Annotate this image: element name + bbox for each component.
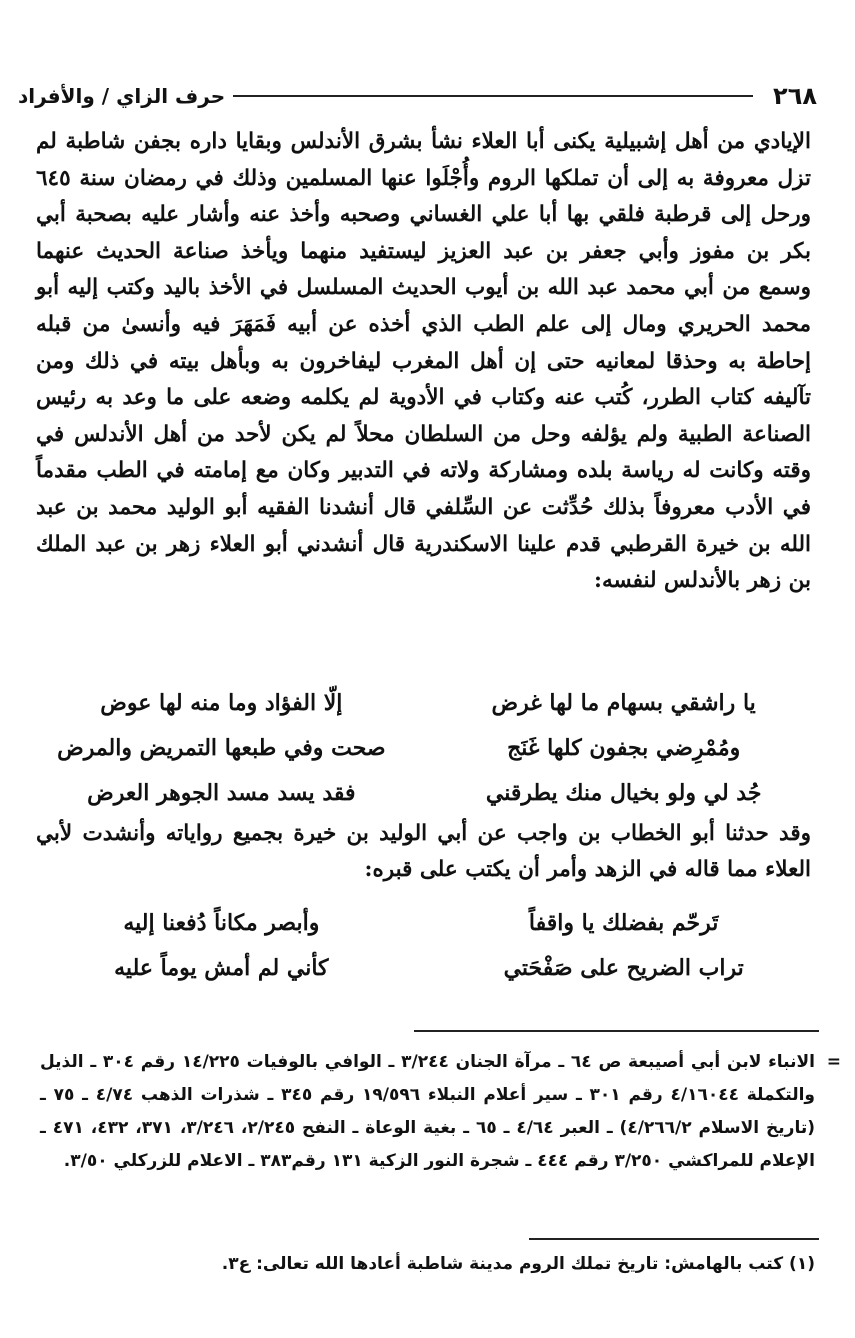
- verse-first-hemistich: يا راشقي بسهام ما لها غرض: [491, 689, 756, 716]
- paragraph-2: وقد حدثنا أبو الخطاب بن واجب عن أبي الوليد بن خيرة بجميع رواياته وأنشدت لأبي العلاء مما قاله في الزهد وأمر أن يكتب على قبره:: [36, 821, 811, 882]
- verse-first-hemistich: تَرحّم بفضلك يا واقفاً: [528, 909, 719, 936]
- poem-2: [50, 900, 795, 990]
- middle-text: [36, 816, 811, 888]
- footnote-rule: [529, 1238, 819, 1240]
- references-rule: [414, 1030, 819, 1032]
- page-header: [18, 76, 817, 116]
- page-number: ٢٦٨: [773, 82, 817, 110]
- footnote: (١) كتب بالهامش: تاريخ تملك الروم مدينة شاطبة أعادها الله تعالى: ع٣.: [221, 1254, 815, 1274]
- paragraph-1: الإيادي من أهل إشبيلية يكنى أبا العلاء نشأ بشرق الأندلس وبقايا داره بجفن شاطبة لم تزل معروفة به إلى أن تملكها الروم وأُجْلَوا عنها المسلمين وذلك في رمضان سنة ٦٤٥ ورحل إلى قرطبة فلقي بها أبا علي الغساني وصحبه وأخذ عنه وأشار عليه بصحبة أبي بكر بن مفوز وأبي جعفر بن عبد العزيز ليستفيد منهما ويأخذ صناعة الحديث عنهما وسمع من أبي محمد عبد الله بن أيوب الحديث المسلسل في الأخذ باليد وكتب إليه أبو محمد الحريري ومال إلى علم الطب الذي أخذه عن أبيه فَمَهَرَ فيه وأنسىٰ من قبله إحاطة به وحذقا لمعانيه حتى إن أهل المغرب ليفاخرون به وبأهل بيته في ذلك ومن تآليفه كتاب الطرر، كُتب عنه وكتاب في الأدوية لم يكلمه وضعه على ما وعد به رئيس الصناعة الطبية ولم يؤلفه وحل من السلطان محلاً لم يكن لأحد من أهل الأندلس في وقته وكانت له رياسة بلده ومشاركة ولاته في التدبير وكان مع إمامته في الطب مقدماً في الأدب معروفاً بذلك حُدِّثت عن السِّلفي قال أنشدنا الفقيه أبو الوليد محمد بن عبد الله بن خيرة القرطبي قدم علينا الاسكندرية قال أنشدني أبو العلاء زهر بن عبد الملك بن زهر بالأندلس لنفسه:: [36, 129, 811, 594]
- verse-second-hemistich: فقد يسد مسد الجوهر العرض: [87, 779, 356, 806]
- references-marker: =: [826, 1052, 841, 1072]
- verse-second-hemistich: وأبصر مكاناً دُفعنا إليه: [123, 909, 320, 936]
- verse-second-hemistich: إلّا الفؤاد وما منه لها عوض: [100, 689, 343, 716]
- poem-1-verse-1: [50, 680, 795, 725]
- references-block: [40, 1046, 841, 1178]
- poem-2-verse-2: [50, 945, 795, 990]
- poem-1-verse-2: [50, 725, 795, 770]
- verse-first-hemistich: ومُمْرِضي بجفون كلها غَنَج: [507, 734, 741, 761]
- poem-1-verse-3: [50, 770, 795, 815]
- running-title: حرف الزاي / والأفراد: [18, 84, 226, 108]
- verse-second-hemistich: صحت وفي طبعها التمريض والمرض: [57, 734, 386, 761]
- poem-1: [50, 680, 795, 815]
- verse-second-hemistich: كأني لم أمش يوماً عليه: [114, 954, 329, 981]
- poem-2-verse-1: [50, 900, 795, 945]
- verse-first-hemistich: جُد لي ولو بخيال منك يطرقني: [485, 779, 762, 806]
- verse-first-hemistich: تراب الضريح على صَفْحَتي: [503, 954, 744, 981]
- main-text: [36, 124, 811, 600]
- header-rule: [233, 95, 753, 97]
- references-text: الانباء لابن أبي أصيبعة ص ٦٤ ـ مرآة الجنان ٣/٢٤٤ ـ الوافي بالوفيات ١٤/٢٢٥ رقم ٣٠٤ ـ الذيل والتكملة ٤/١٦٠٤٤ رقم ٣٠١ ـ سير أعلام النبلاء ١٩/٥٩٦ رقم ٣٤٥ ـ شذرات الذهب ٤/٧٤ ـ ٧٥ ـ (تاريخ الاسلام ٤/٢٦٦/٢) ـ العبر ٤/٦٤ ـ ٦٥ ـ بغية الوعاة ـ النفح ٢/٢٤٥، ٣/٢٤٦، ٣٧١، ٤٣٢، ٤٧١ ـ الإعلام للمراكشي ٣/٢٥٠ رقم ٤٤٤ ـ شجرة النور الزكية ١٣١ رقم٣٨٣ ـ الاعلام للزركلي ٣/٥٠.: [40, 1052, 815, 1171]
